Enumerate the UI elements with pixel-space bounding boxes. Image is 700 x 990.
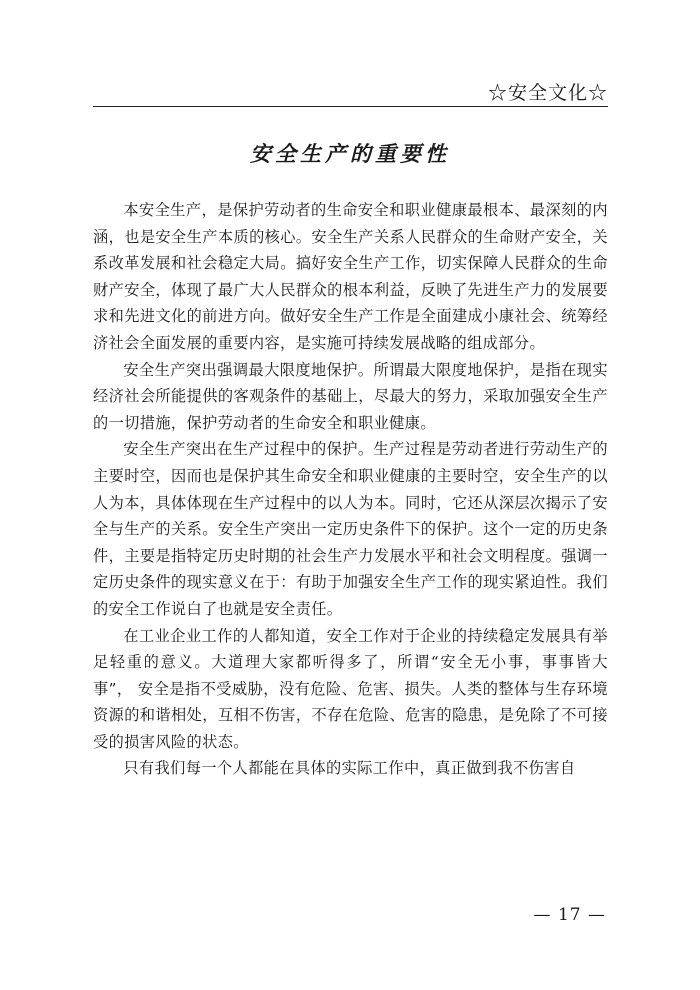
paragraph-1: 本安全生产，是保护劳动者的生命安全和职业健康最根本、最深刻的内涵，也是安全生产本质的核心。安全生产关系人民群众的生命财产安全，关系改革发展和社会稳定大局。搞好安全生产工作，切实保障人民群众的生命财产安全，体现了最广大人民群众的根本利益，反映了先进生产力的发展要求和先进文化的前进方向。做好安全生产工作是全面建成小康社会、统筹经济社会全面发展的重要内容，是实施可持续发展战略的组成部分。 bbox=[93, 201, 608, 352]
article-title: 安全生产的重要性 bbox=[250, 141, 450, 166]
paragraph-5: 只有我们每一个人都能在具体的实际工作中，真正做到我不伤害自 bbox=[123, 759, 576, 778]
paragraph-4: 在工业企业工作的人都知道，安全工作对于企业的持续稳定发展具有举足轻重的意义。大道理大家都听得多了，所谓“安全无小事，事事皆大事”， 安全是指不受威胁，没有危险、危害、损失。人类的整体与生存环境资源的和谐相处，互相不伤害，不存在危险、危害的隐患，是免除了不可接受的损害风险的状态。 bbox=[93, 626, 608, 751]
page-number: — 17 — bbox=[533, 905, 606, 925]
paragraph-2: 安全生产突出强调最大限度地保护。所谓最大限度地保护，是指在现实经济社会所能提供的客观条件的基础上，尽最大的努力，采取加强安全生产的一切措施，保护劳动者的生命安全和职业健康。 bbox=[93, 360, 608, 432]
paragraph-3: 安全生产突出在生产过程中的保护。生产过程是劳动者进行劳动生产的主要时空，因而也是保护其生命安全和职业健康的主要时空，安全生产的以人为本，具体体现在生产过程中的以人为本。同时，它还从深层次揭示了安全与生产的关系。安全生产突出一定历史条件下的保护。这个一定的历史条件，主要是指特定历史时期的社会生产力发展水平和社会文明程度。强调一定历史条件的现实意义在于：有助于加强安全生产工作的现实紧迫性。我们的安全工作说白了也就是安全责任。 bbox=[93, 440, 608, 618]
header-rule bbox=[93, 106, 608, 107]
running-header: ☆安全文化☆ bbox=[487, 82, 608, 104]
article-body bbox=[93, 197, 608, 782]
